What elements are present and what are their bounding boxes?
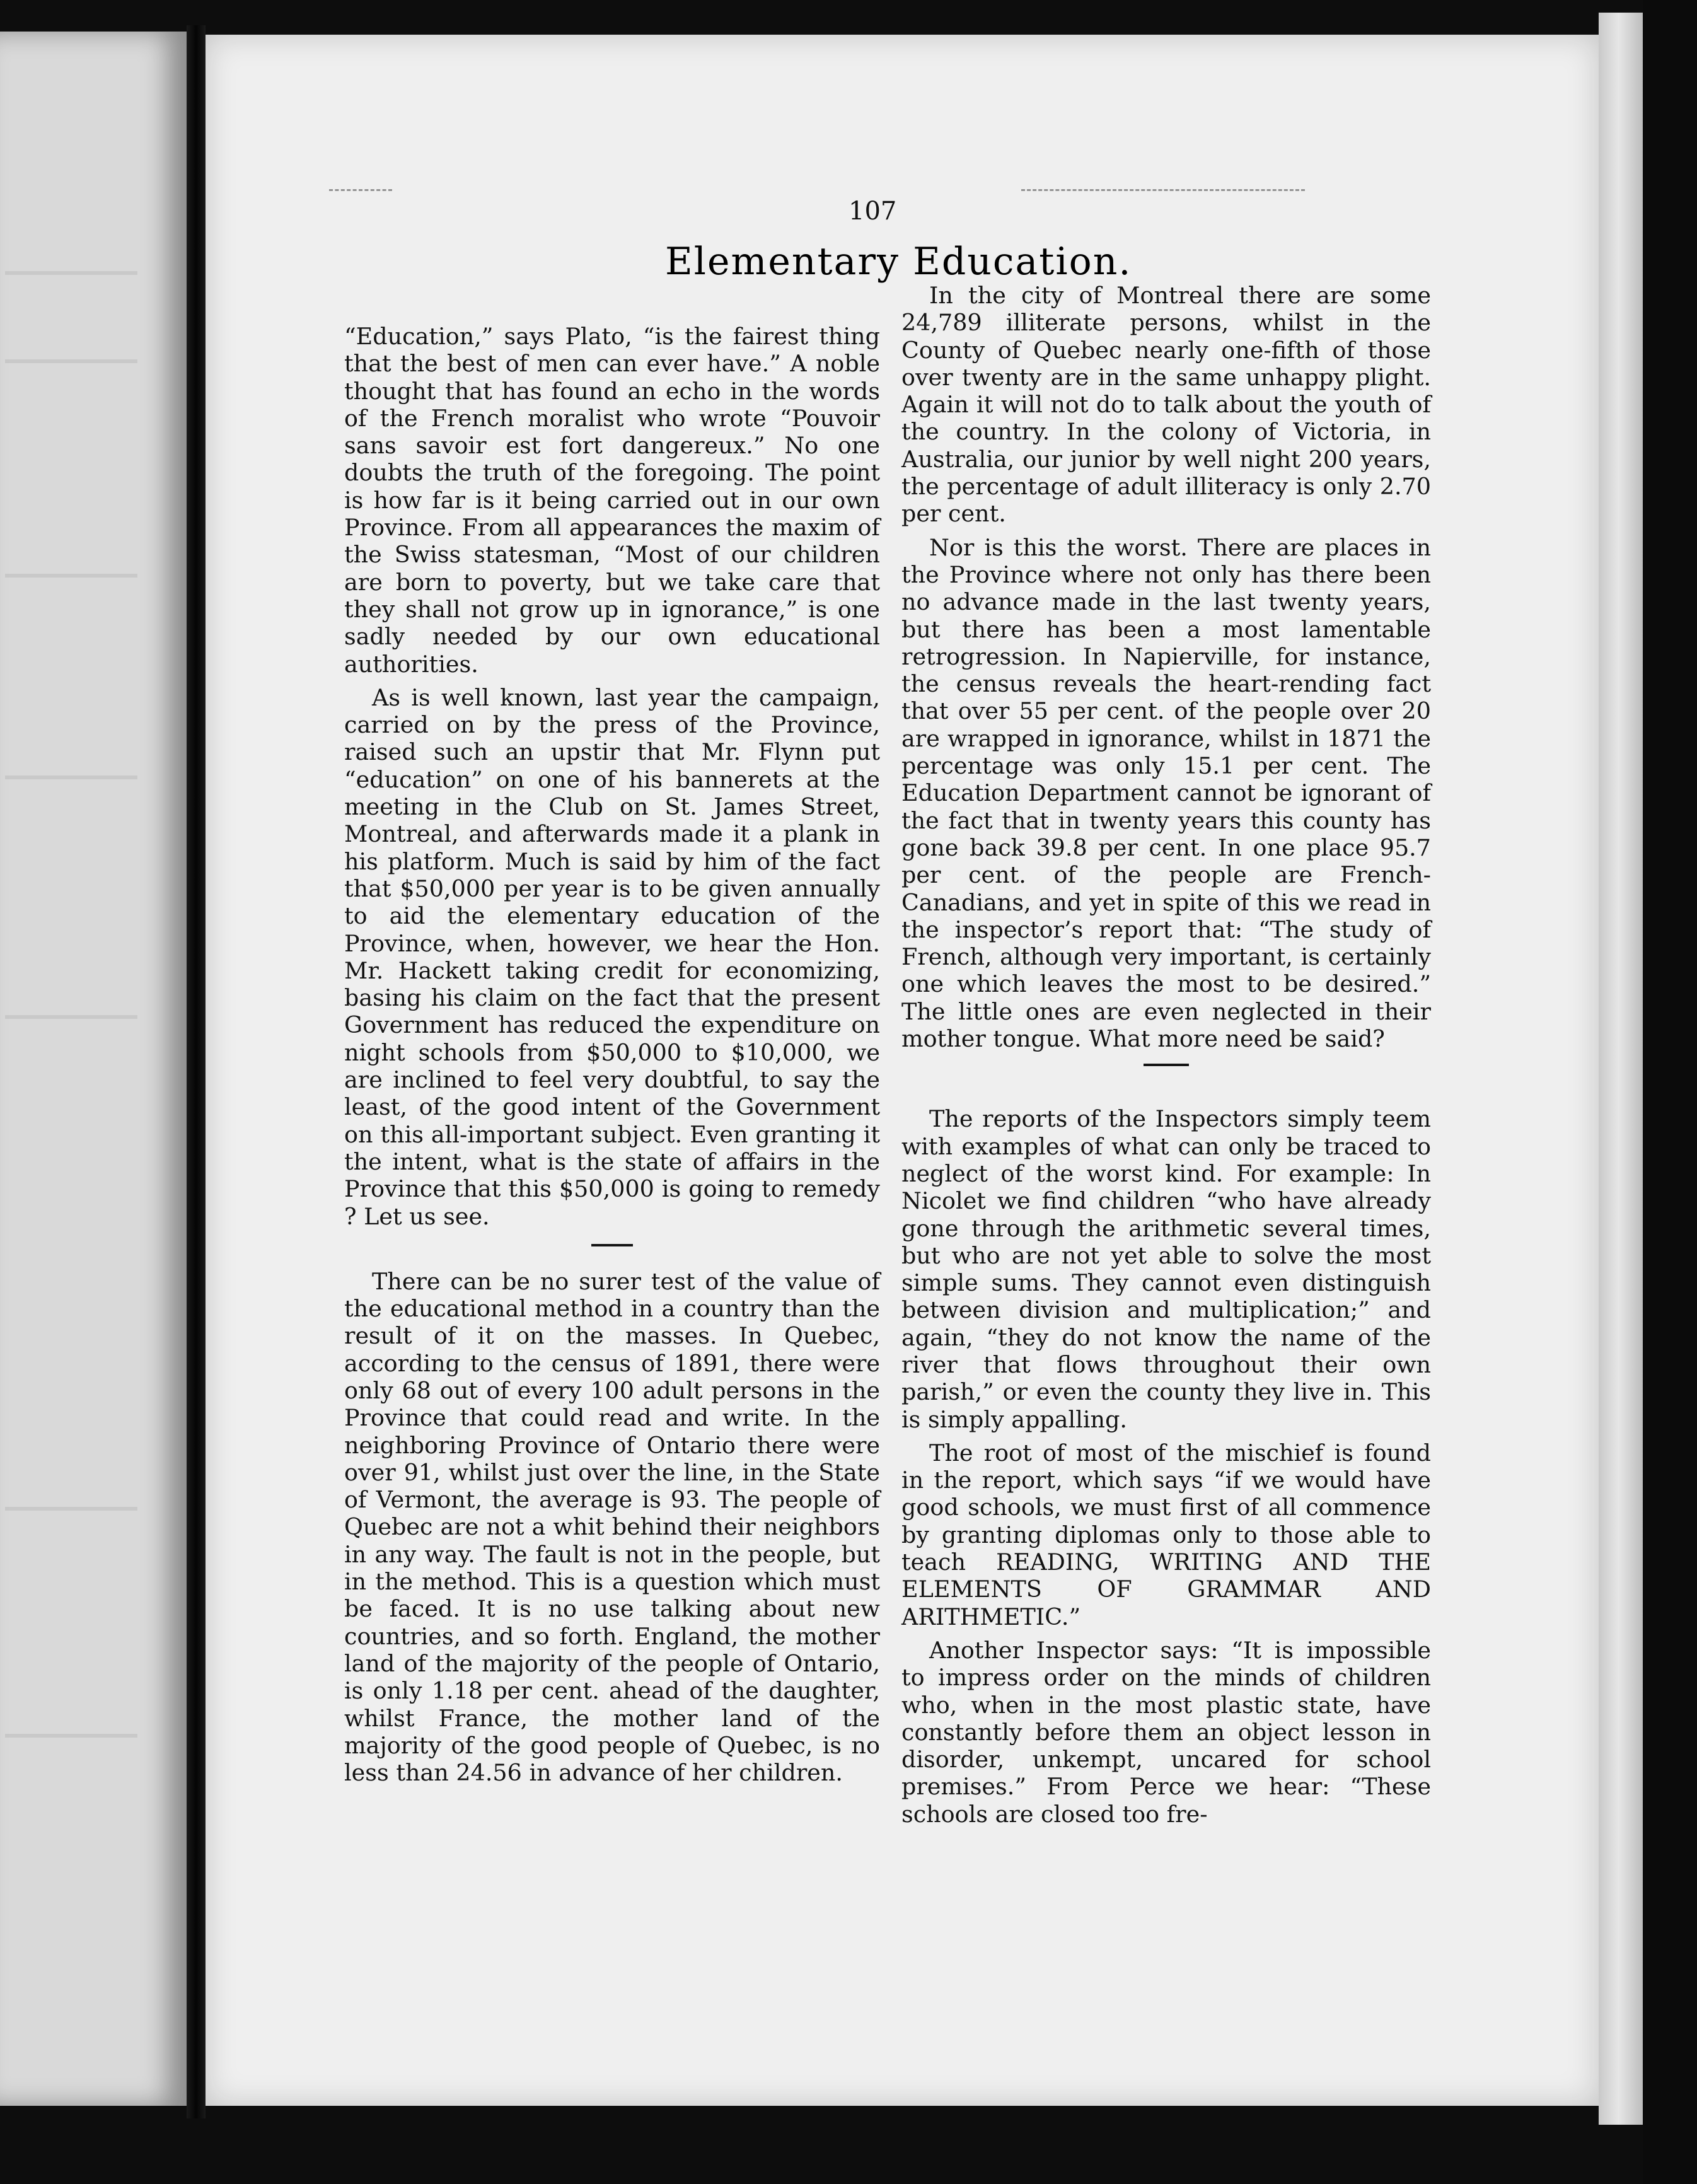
page-number: 107 — [848, 197, 897, 226]
paragraph: There can be no surer test of the value of the educational method in a country than the result of it on the masses. In Quebec, according to the census of 1891, there were only 68 out of every 100 adult persons in the Province that could read and write. In the neighboring Province of Ontario there were over 91, whilst just over the line, in the State of Vermont, the average is 93. The people of Quebec are not a whit behind their neighbors in any way. The fault is not in the people, but in the method. This is a question which must be faced. It is no use talking about new countries, and so forth. England, the mother land of the majority of the people of Ontario, is only 1.18 per cent. ahead of the daughter, whilst France, the mother land of the majority of the good people of Quebec, is no less than 24.56 in advance of her children. — [344, 1267, 880, 1787]
print-artifact-right — [1021, 189, 1305, 202]
right-column — [901, 282, 1431, 1828]
paragraph: Nor is this the worst. There are places in the Province where not only has there been no advance made in the last twenty years, but there has been a most lamentable retrogression. In Napierville, for instance, the census reveals the heart-rending fact that over 55 per cent. of the people over 20 are wrapped in ignorance, whilst in 1871 the percentage was only 15.1 per cent. The Education Department cannot be ignorant of the fact that in twenty years this county has gone back 39.8 per cent. In one place 95.7 per cent. of the people are French-Canadians, and yet in spite of this we read in the inspector’s report that: “The study of French, although very important, is certainly one which leaves the most to be desired.” The little ones are even neglected in their mother tongue. What more need be said? — [901, 533, 1431, 1053]
print-artifact-left — [329, 189, 392, 202]
paragraph: As is well known, last year the campaign, carried on by the press of the Province, raised such an upstir that Mr. Flynn put “education” on one of his bannerets at the meeting in the Club on St. James Street, Montreal, and afterwards made it a plank in his platform. Much is said by him of the fact that $50,000 per year is to be given annually to aid the elementary education of the Province, when, however, we hear the Hon. Mr. Hackett taking credit for economizing, basing his claim on the fact that the present Government has reduced the expenditure on night schools from $50,000 to $10,000, we are inclined to feel very doubtful, to say the least, of the good intent of the Government on this all-important subject. Even granting it the intent, what is the state of affairs in the Province that this $50,000 is going to remedy ? Let us see. — [344, 683, 880, 1230]
next-page-edge — [1599, 13, 1643, 2125]
scan-border — [1643, 0, 1697, 2184]
article-title: Elementary Education. — [665, 240, 1132, 284]
section-divider — [591, 1244, 633, 1246]
paragraph: “Education,” says Plato, “is the fairest thing that the best of men can ever have.” A noble thought that has found an echo in the words of the French moralist who wrote “Pouvoir sans savoir est fort dangereux.” No one doubts the truth of the foregoing. The point is how far is it being carried out in our own Province. From all appearances the maxim of the Swiss statesman, “Most of our children are born to poverty, but we take care that they shall not grow up in ignorance,” is one sadly needed by our own educational authorities. — [344, 323, 880, 678]
paragraph: Another Inspector says: “It is impossible to impress order on the minds of children who, when in the most plastic state, have constantly before them an object lesson in disorder, unkempt, uncared for school premises.” From Perce we hear: “These schools are closed too fre- — [901, 1636, 1431, 1828]
paragraph: The root of most of the mischief is found in the report, which says “if we would have good schools, we must first of all commence by granting diplomas only to those able to teach READING, WRITING AND THE ELEMENTS OF GRAMMAR AND ARITHMETIC.” — [901, 1439, 1431, 1630]
left-column — [344, 323, 880, 1786]
paragraph: In the city of Montreal there are some 24,789 illiterate persons, whilst in the County of Quebec nearly one-fifth of those over twenty are in the same unhappy plight. Again it will not do to talk about the youth of the country. In the colony of Victoria, in Australia, our junior by well night 200 years, the percentage of adult illiteracy is only 2.70 per cent. — [901, 282, 1431, 528]
book-gutter — [187, 25, 206, 2118]
previous-page-edge — [0, 32, 187, 2106]
section-divider — [1144, 1064, 1189, 1066]
paragraph: The reports of the Inspectors simply teem with examples of what can only be traced to neglect of the worst kind. For example: In Nicolet we find children “who have already gone through the arithmetic several times, but who are not yet able to solve the most simple sums. They cannot even distinguish between division and multiplication;” and again, “they do not know the name of the river that flows throughout their own parish,” or even the county they live in. This is simply appalling. — [901, 1105, 1431, 1433]
